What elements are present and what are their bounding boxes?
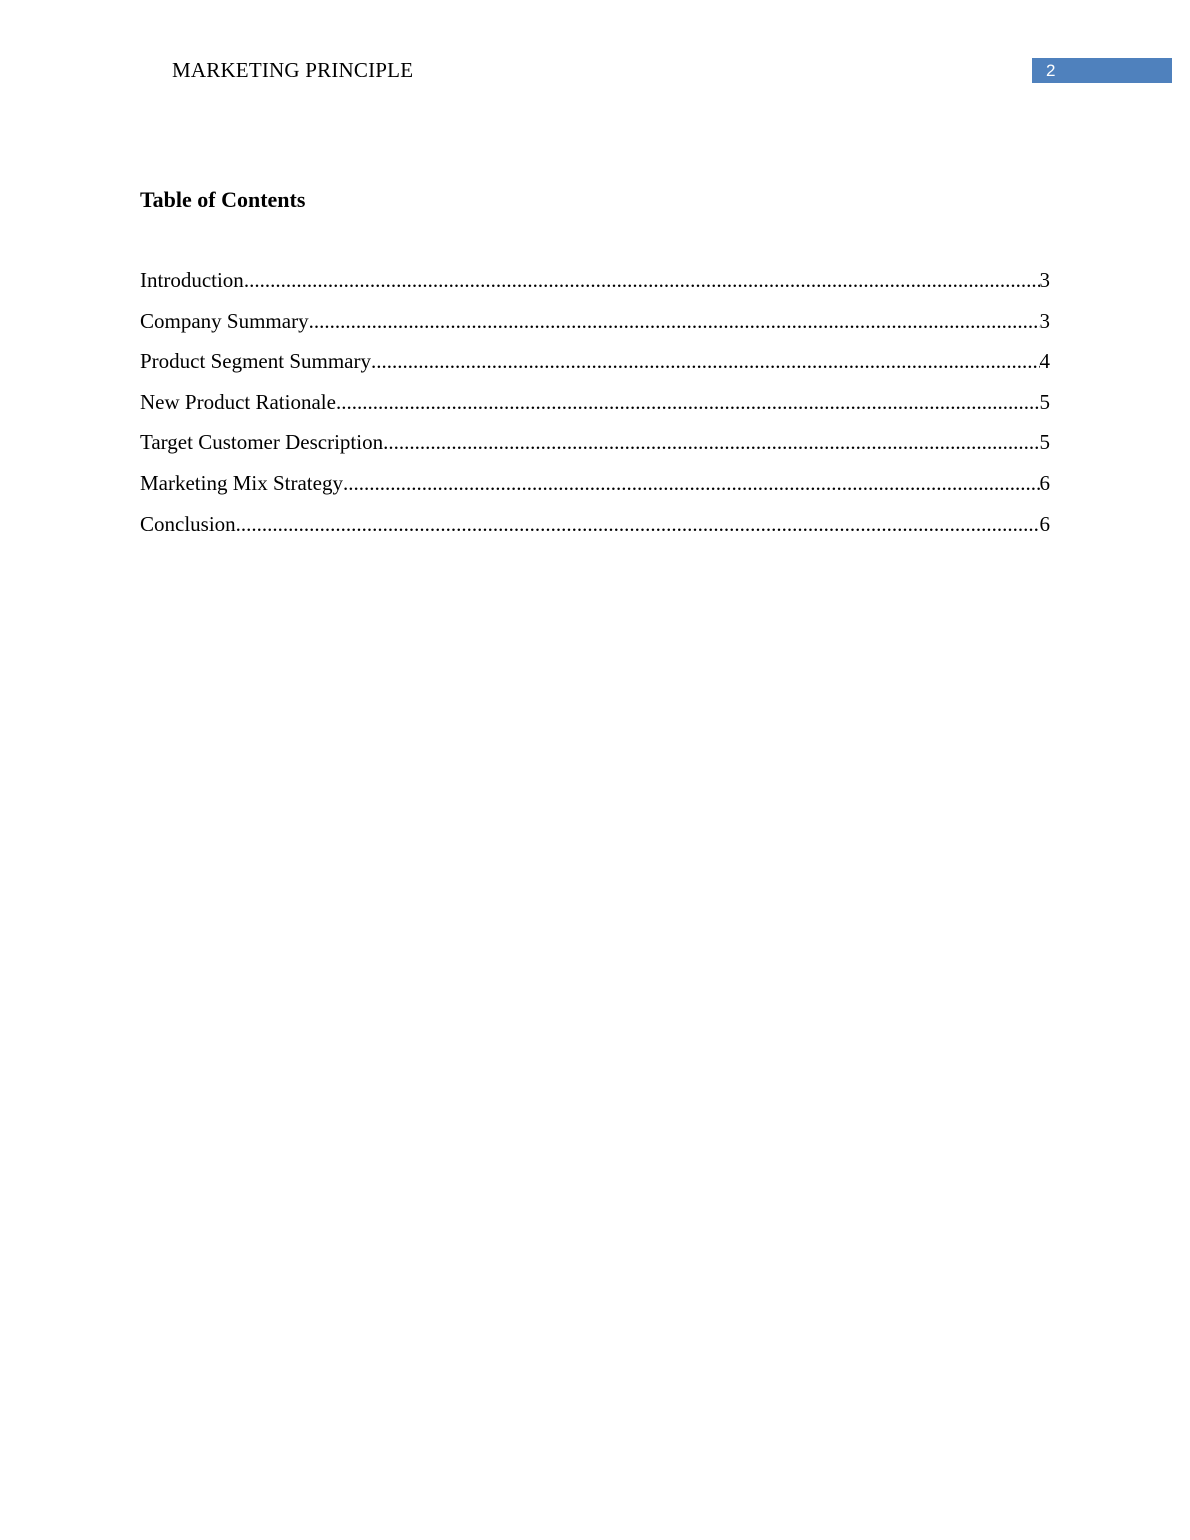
dot-leader: [309, 307, 1040, 335]
toc-entry-conclusion[interactable]: [140, 510, 1050, 551]
toc-entry-page: 4: [1039, 349, 1050, 374]
dot-leader: [371, 347, 1040, 375]
toc-entry-label: Company Summary: [140, 308, 309, 333]
dot-leader: [343, 469, 1040, 497]
toc-entry-product-segment-summary[interactable]: [140, 347, 1050, 388]
toc-heading: Table of Contents: [140, 187, 306, 212]
toc-entry-label: New Product Rationale: [140, 389, 336, 414]
toc-entry-new-product-rationale[interactable]: [140, 388, 1050, 429]
dot-leader: [244, 266, 1040, 294]
toc-entry-company-summary[interactable]: [140, 307, 1050, 348]
dot-leader: [236, 510, 1040, 538]
running-header-title: MARKETING PRINCIPLE: [172, 58, 414, 82]
toc-entry-page: 6: [1039, 470, 1050, 495]
dot-leader: [383, 428, 1039, 456]
toc-entry-label: Marketing Mix Strategy: [140, 470, 343, 495]
toc-entry-label: Conclusion: [140, 511, 236, 536]
dot-leader: [336, 388, 1040, 416]
toc-list: [140, 266, 1050, 550]
toc-entry-label: Introduction: [140, 268, 244, 292]
toc-entry-target-customer-description[interactable]: [140, 428, 1050, 469]
toc-entry-marketing-mix-strategy[interactable]: [140, 469, 1050, 510]
toc-entry-page: 5: [1039, 389, 1050, 414]
toc-entry-page: 6: [1039, 511, 1050, 536]
toc-entry-page: 5: [1039, 430, 1050, 455]
toc-entry-label: Target Customer Description: [140, 430, 384, 455]
toc-entry-introduction[interactable]: [140, 266, 1050, 307]
toc-entry-label: Product Segment Summary: [140, 349, 371, 374]
page-number-badge: 2: [1032, 58, 1172, 83]
toc-entry-page: 3: [1039, 308, 1050, 333]
toc-entry-page: 3: [1039, 268, 1050, 292]
